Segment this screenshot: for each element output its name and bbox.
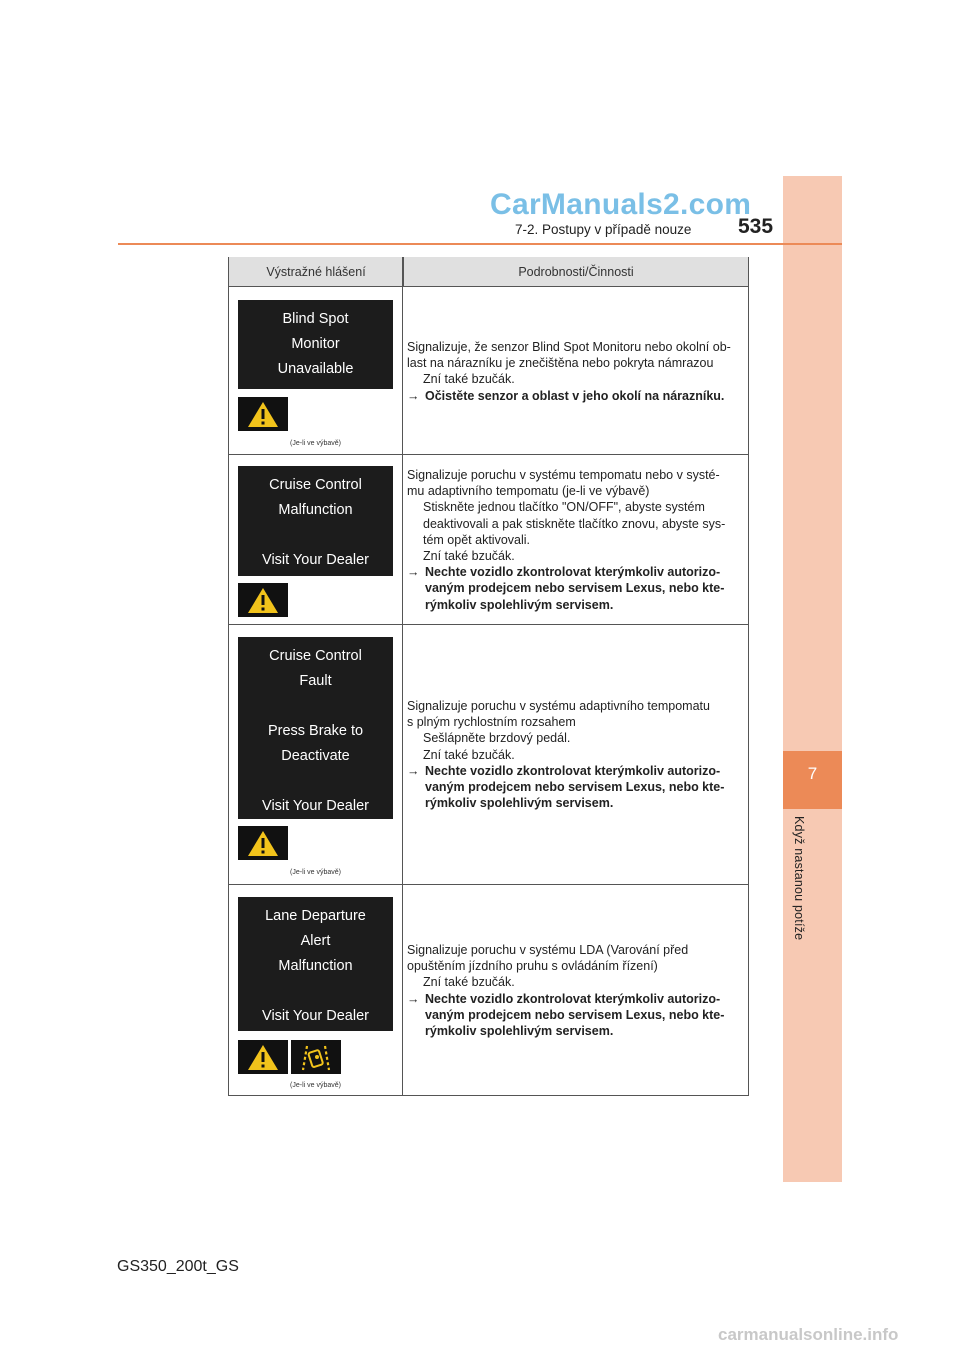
- screen-line: Monitor: [291, 336, 340, 352]
- bottom-watermark: carmanualsonline.info: [718, 1325, 899, 1344]
- description-line: mu adaptivního tempomatu (je-li ve výbavě): [407, 484, 650, 499]
- screen-line: Visit Your Dealer: [262, 798, 369, 814]
- screen-line: [238, 694, 393, 719]
- action-line: vaným prodejcem nebo servisem Lexus, nebo kte-: [425, 1007, 725, 1022]
- description-line: last na nárazníku je znečištěna nebo pokryta námrazou: [407, 356, 714, 371]
- row-description: [407, 339, 749, 404]
- arrow-icon: →: [407, 565, 420, 580]
- action-line: rýmkoliv spolehlivým servisem.: [425, 597, 614, 612]
- sub-line: Stiskněte jednou tlačítko "ON/OFF", abyste systém: [423, 500, 705, 515]
- warning-triangle-icon: [238, 826, 288, 860]
- sub-line: Zní také bzučák.: [423, 549, 515, 564]
- action-line: vaným prodejcem nebo servisem Lexus, nebo kte-: [425, 780, 725, 795]
- model-code: GS350_200t_GS: [117, 1258, 239, 1275]
- display-screen-blind-spot: [238, 300, 393, 389]
- chapter-title: Když nastanou potíže: [792, 816, 806, 941]
- sub-line: Zní také bzučák.: [423, 372, 515, 387]
- column-divider: [402, 257, 403, 1096]
- warning-triangle-icon: [238, 397, 288, 431]
- action-line: → Očistěte senzor a oblast v jeho okolí na nárazníku.: [407, 388, 725, 403]
- page-number: 535: [738, 215, 774, 238]
- screen-line: Cruise Control: [269, 648, 362, 664]
- description-line: Signalizuje poruchu v systému LDA (Varování před: [407, 943, 689, 957]
- display-screen-lane-departure: [238, 897, 393, 1031]
- screen-line: Press Brake to: [267, 723, 364, 739]
- screen-line: [238, 769, 393, 794]
- action-line: vaným prodejcem nebo servisem Lexus, nebo kte-: [425, 581, 725, 596]
- section-title: 7-2. Postupy v případě nouze: [515, 222, 692, 237]
- sub-line: Sešlápněte brzdový pedál.: [423, 731, 571, 746]
- row-description: [407, 942, 749, 1039]
- equipment-note: (Je-li ve výbavě): [290, 869, 341, 876]
- action-line: → Nechte vozidlo zkontrolovat kterýmkoliv autorizo-: [407, 763, 721, 778]
- sub-line: tém opět aktivovali.: [423, 532, 530, 547]
- lane-departure-icon: [291, 1040, 341, 1074]
- arrow-icon: →: [407, 388, 420, 403]
- equipment-note: (Je-li ve výbavě): [290, 440, 341, 447]
- action-line: → Nechte vozidlo zkontrolovat kterýmkoliv autorizo-: [407, 991, 721, 1006]
- chapter-side-tab: [783, 176, 842, 1182]
- row-divider: [228, 884, 749, 885]
- screen-line: Blind Spot: [282, 311, 349, 327]
- row-divider: [228, 454, 749, 455]
- display-screen-cruise-malfunction: [238, 466, 393, 576]
- equipment-note: (Je-li ve výbavě): [290, 1082, 341, 1089]
- display-screen-cruise-fault: [238, 637, 393, 819]
- description-line: Signalizuje poruchu v systému adaptivního tempomatu: [407, 699, 710, 713]
- screen-line: Lane Departure: [265, 908, 366, 924]
- screen-line: [238, 523, 393, 548]
- watermark: CarManuals2.com: [490, 188, 752, 221]
- screen-line: Unavailable: [277, 361, 354, 377]
- screen-line: Cruise Control: [269, 477, 362, 493]
- screen-line: Fault: [299, 673, 332, 689]
- action-line: → Nechte vozidlo zkontrolovat kterýmkoliv autorizo-: [407, 565, 721, 580]
- description-line: Signalizuje poruchu v systému tempomatu nebo v systé-: [407, 468, 720, 482]
- row-divider: [228, 624, 749, 625]
- description-line: opuštěním jízdního pruhu s ovládáním řízení): [407, 959, 658, 974]
- column-header-message: Výstražné hlášení: [228, 257, 403, 287]
- screen-line: Deactivate: [281, 748, 350, 764]
- arrow-icon: →: [407, 991, 420, 1006]
- screen-line: Visit Your Dealer: [262, 1008, 369, 1024]
- column-header-details: Podrobnosti/Činnosti: [403, 257, 749, 287]
- row-description: [407, 467, 749, 613]
- action-line: rýmkoliv spolehlivým servisem.: [425, 796, 614, 811]
- warning-triangle-icon: [238, 1040, 288, 1074]
- arrow-icon: →: [407, 763, 420, 778]
- action-line: rýmkoliv spolehlivým servisem.: [425, 1024, 614, 1039]
- description-line: s plným rychlostním rozsahem: [407, 715, 576, 730]
- sub-line: deaktivovali a pak stiskněte tlačítko znovu, abyste sys-: [423, 516, 726, 531]
- description-line: Signalizuje, že senzor Blind Spot Monitoru nebo okolní ob-: [407, 340, 731, 354]
- header-rule: [118, 243, 842, 245]
- screen-line: Alert: [300, 933, 331, 949]
- row-description: [407, 698, 749, 811]
- screen-line: Visit Your Dealer: [262, 552, 369, 568]
- sub-line: Zní také bzučák.: [423, 747, 515, 762]
- screen-line: Malfunction: [278, 502, 353, 518]
- chapter-number: 7: [807, 764, 818, 783]
- sub-line: Zní také bzučák.: [423, 975, 515, 990]
- screen-line: [238, 979, 393, 1004]
- screen-line: Malfunction: [278, 958, 353, 974]
- warning-triangle-icon: [238, 583, 288, 617]
